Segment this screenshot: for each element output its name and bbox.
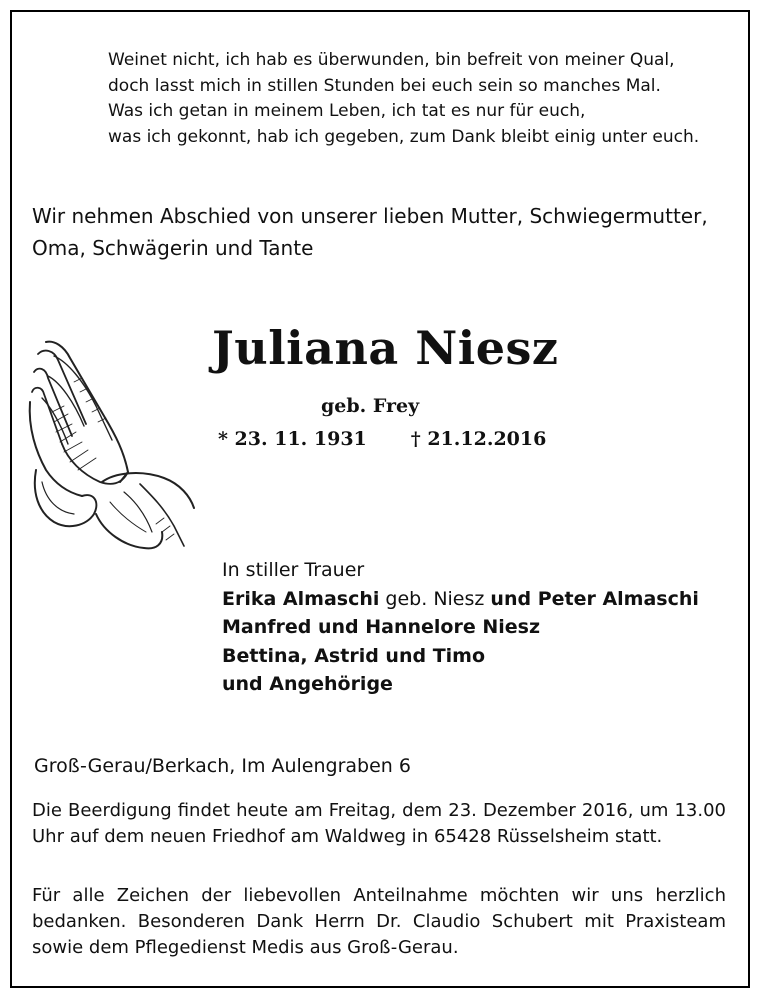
mourner-line	[222, 585, 699, 614]
birth-name: geb. Frey	[321, 395, 420, 417]
mourner-name: Erika Almaschi	[222, 587, 380, 610]
mourners-block	[222, 556, 699, 699]
deceased-name: Juliana Niesz	[212, 321, 559, 375]
farewell-intro	[32, 200, 708, 264]
address: Groß-Gerau/Berkach, Im Aulengraben 6	[34, 755, 411, 777]
death-date: † 21.12.2016	[410, 428, 547, 450]
praying-hands-icon	[24, 332, 204, 562]
mourner-line: Manfred und Hannelore Niesz	[222, 616, 541, 638]
poem-line: Was ich getan in meinem Leben, ich tat es nur für euch,	[108, 101, 586, 121]
mourner-birth-name: geb. Niesz	[379, 587, 491, 610]
birth-date: * 23. 11. 1931	[218, 428, 367, 450]
intro-line: Oma, Schwägerin und Tante	[32, 236, 314, 260]
mourning-heading: In stiller Trauer	[222, 559, 365, 581]
poem-line: Weinet nicht, ich hab es überwunden, bin befreit von meiner Qual,	[108, 50, 675, 70]
thanks-notice: Für alle Zeichen der liebevollen Anteilnahme möchten wir uns herzlich bedanken. Besonderen Dank Herrn Dr. Claudio Schubert mit Praxisteam sowie dem Pflegedienst Medis aus Groß-Gerau.	[32, 885, 726, 958]
poem	[108, 48, 699, 150]
life-dates	[218, 428, 546, 450]
mourner-line: und Angehörige	[222, 673, 393, 695]
poem-line: doch lasst mich in stillen Stunden bei euch sein so manches Mal.	[108, 75, 661, 96]
intro-line: Wir nehmen Abschied von unserer lieben Mutter, Schwiegermutter,	[32, 204, 708, 228]
mourner-partner: und Peter Almaschi	[490, 587, 699, 610]
funeral-notice: Die Beerdigung findet heute am Freitag, dem 23. Dezember 2016, um 13.00 Uhr auf dem neuen Friedhof am Waldweg in 65428 Rüsselsheim statt.	[32, 800, 726, 847]
mourner-line: Bettina, Astrid und Timo	[222, 644, 486, 667]
poem-line: was ich gekonnt, hab ich gegeben, zum Dank bleibt einig unter euch.	[108, 126, 700, 147]
